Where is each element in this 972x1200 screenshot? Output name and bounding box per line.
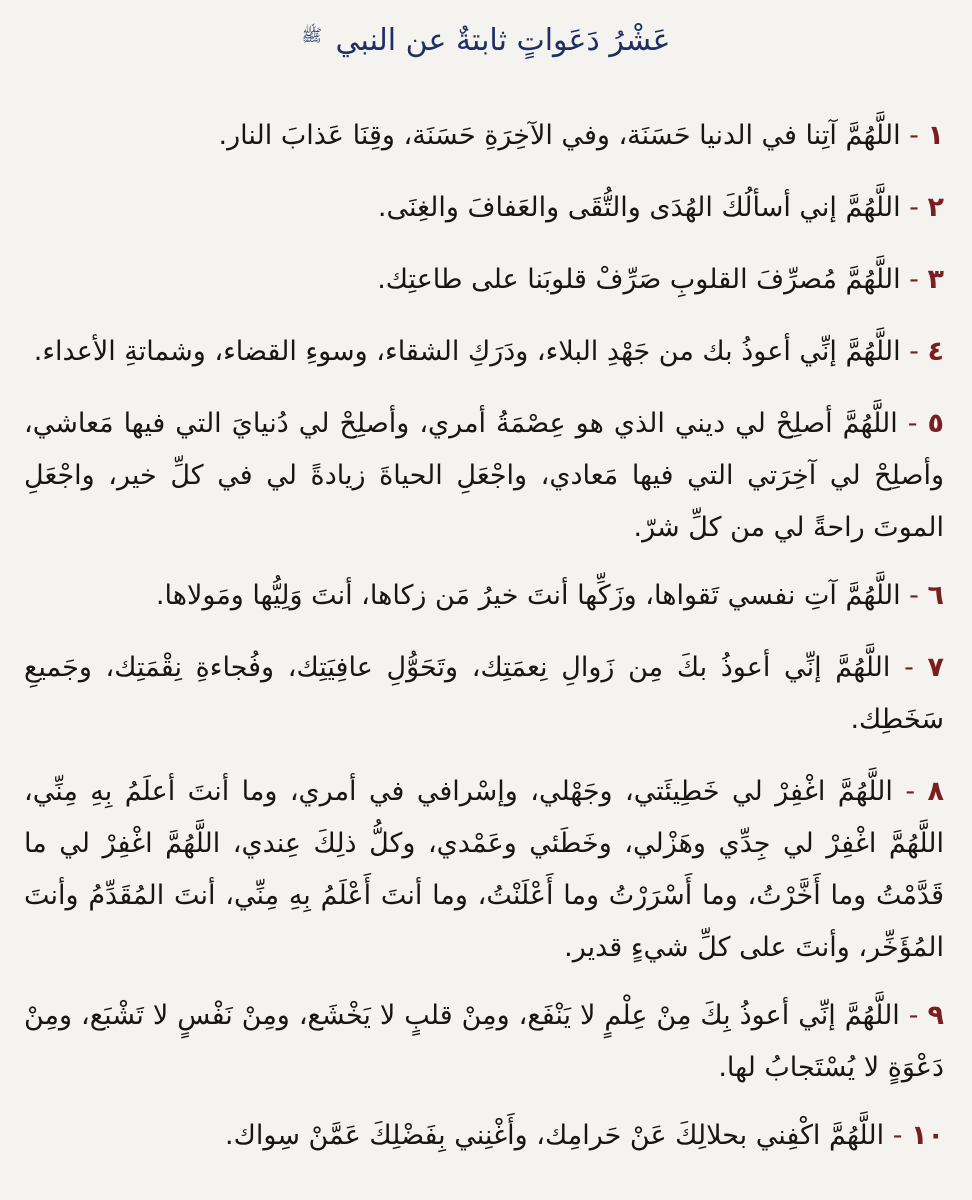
honorific-glyph: ﷺ	[301, 26, 322, 46]
dua-item-1	[24, 110, 944, 162]
dua-text: اللَّهُمَّ مُصرِّفَ القلوبِ صَرِّفْ قلوبَنا على طاعتِك.	[377, 264, 901, 295]
dua-item-5	[24, 398, 944, 554]
dua-text: اللَّهُمَّ آتِنا في الدنيا حَسَنَة، وفي الآخِرَةِ حَسَنَة، وقِنَا عَذابَ النار.	[218, 120, 901, 151]
dua-dash: -	[890, 652, 928, 683]
dua-dash: -	[900, 580, 928, 611]
dua-text: اللَّهُمَّ إنِّي أعوذُ بِكَ مِنْ عِلْمٍ لا يَنْفَع، ومِنْ قلبٍ لا يَخْشَع، ومِنْ نَفْسٍ لا تَشْبَع، ومِنْ دَعْوَةٍ لا يُسْتَجابُ لها.	[24, 1000, 944, 1083]
dua-item-4	[24, 326, 944, 378]
dua-number: ٤	[927, 336, 944, 367]
dua-dash: -	[900, 120, 928, 151]
dua-text: اللَّهُمَّ أصلِحْ لي ديني الذي هو عِصْمَةُ أمري، وأصلِحْ لي دُنيايَ التي فيها مَعاشي، وأصلِحْ لي آخِرَتي التي فيها مَعادي، واجْعَلِ الحياةَ زيادةً لي في كلِّ خير، واجْعَلِ الموتَ راحةً لي من كلِّ شرّ.	[24, 408, 944, 543]
dua-text: اللَّهُمَّ آتِ نفسي تَقواها، وزَكِّها أنتَ خيرُ مَن زكاها، أنتَ وَلِيُّها ومَولاها.	[155, 580, 901, 611]
title-text: عَشْرُ دَعَواتٍ ثابتةٌ عن النبي	[335, 23, 671, 58]
dua-text: اللَّهُمَّ اغْفِرْ لي خَطِيئَتي، وجَهْلي، وإسْرافي في أمري، وما أنتَ أعلَمُ بِهِ مِنِّي، اللَّهُمَّ اغْفِرْ لي جِدِّي وهَزْلي، وخَطَئي وعَمْدي، وكلُّ ذلِكَ عِندي، اللَّهُمَّ اغْفِرْ لي ما قَدَّمْتُ وما أَخَّرْتُ، وما أَسْرَرْتُ وما أَعْلَنْتُ، وما أنتَ أَعْلَمُ بِهِ مِنِّي، أنتَ المُقَدِّمُ وأنتَ المُؤَخِّر، وأنتَ على كلِّ شيءٍ قدير.	[24, 776, 944, 963]
dua-item-9	[24, 990, 944, 1094]
page-title	[0, 14, 972, 63]
dua-dash: -	[892, 776, 928, 807]
dua-number: ٢	[927, 192, 944, 223]
dua-text: اللَّهُمَّ اكْفِني بحلالِكَ عَنْ حَرامِك، وأَغْنِني بِفَضْلِكَ عَمَّنْ سِواك.	[225, 1120, 885, 1151]
dua-number: ٩	[927, 1000, 944, 1031]
dua-dash: -	[884, 1120, 912, 1151]
dua-text: اللَّهُمَّ إني أسألُكَ الهُدَى والتُّقَى والعَفافَ والغِنَى.	[377, 192, 901, 223]
dua-number: ٧	[927, 652, 944, 683]
dua-number: ٥	[927, 408, 944, 439]
dua-number: ١	[927, 120, 944, 151]
dua-dash: -	[897, 408, 928, 439]
dua-item-6	[24, 570, 944, 622]
dua-number: ٨	[927, 776, 944, 807]
dua-item-3	[24, 254, 944, 306]
dua-dash: -	[900, 192, 928, 223]
dua-item-10	[24, 1110, 944, 1162]
dua-item-8	[24, 766, 944, 974]
dua-dash: -	[900, 336, 928, 367]
dua-item-2	[24, 182, 944, 234]
dua-item-7	[24, 642, 944, 746]
dua-text: اللَّهُمَّ إنِّي أعوذُ بك من جَهْدِ البلاء، ودَرَكِ الشقاء، وسوءِ القضاء، وشماتةِ الأعداء.	[33, 336, 901, 367]
dua-number: ١٠	[911, 1120, 944, 1151]
dua-text: اللَّهُمَّ إنِّي أعوذُ بكَ مِن زَوالِ نِعمَتِك، وتَحَوُّلِ عافِيَتِك، وفُجاءةِ نِقْمَتِك، وجَميعِ سَخَطِك.	[24, 652, 944, 735]
dua-dash: -	[899, 1000, 928, 1031]
dua-number: ٦	[927, 580, 944, 611]
dua-number: ٣	[927, 264, 944, 295]
dua-dash: -	[900, 264, 928, 295]
dua-list	[24, 110, 944, 1182]
